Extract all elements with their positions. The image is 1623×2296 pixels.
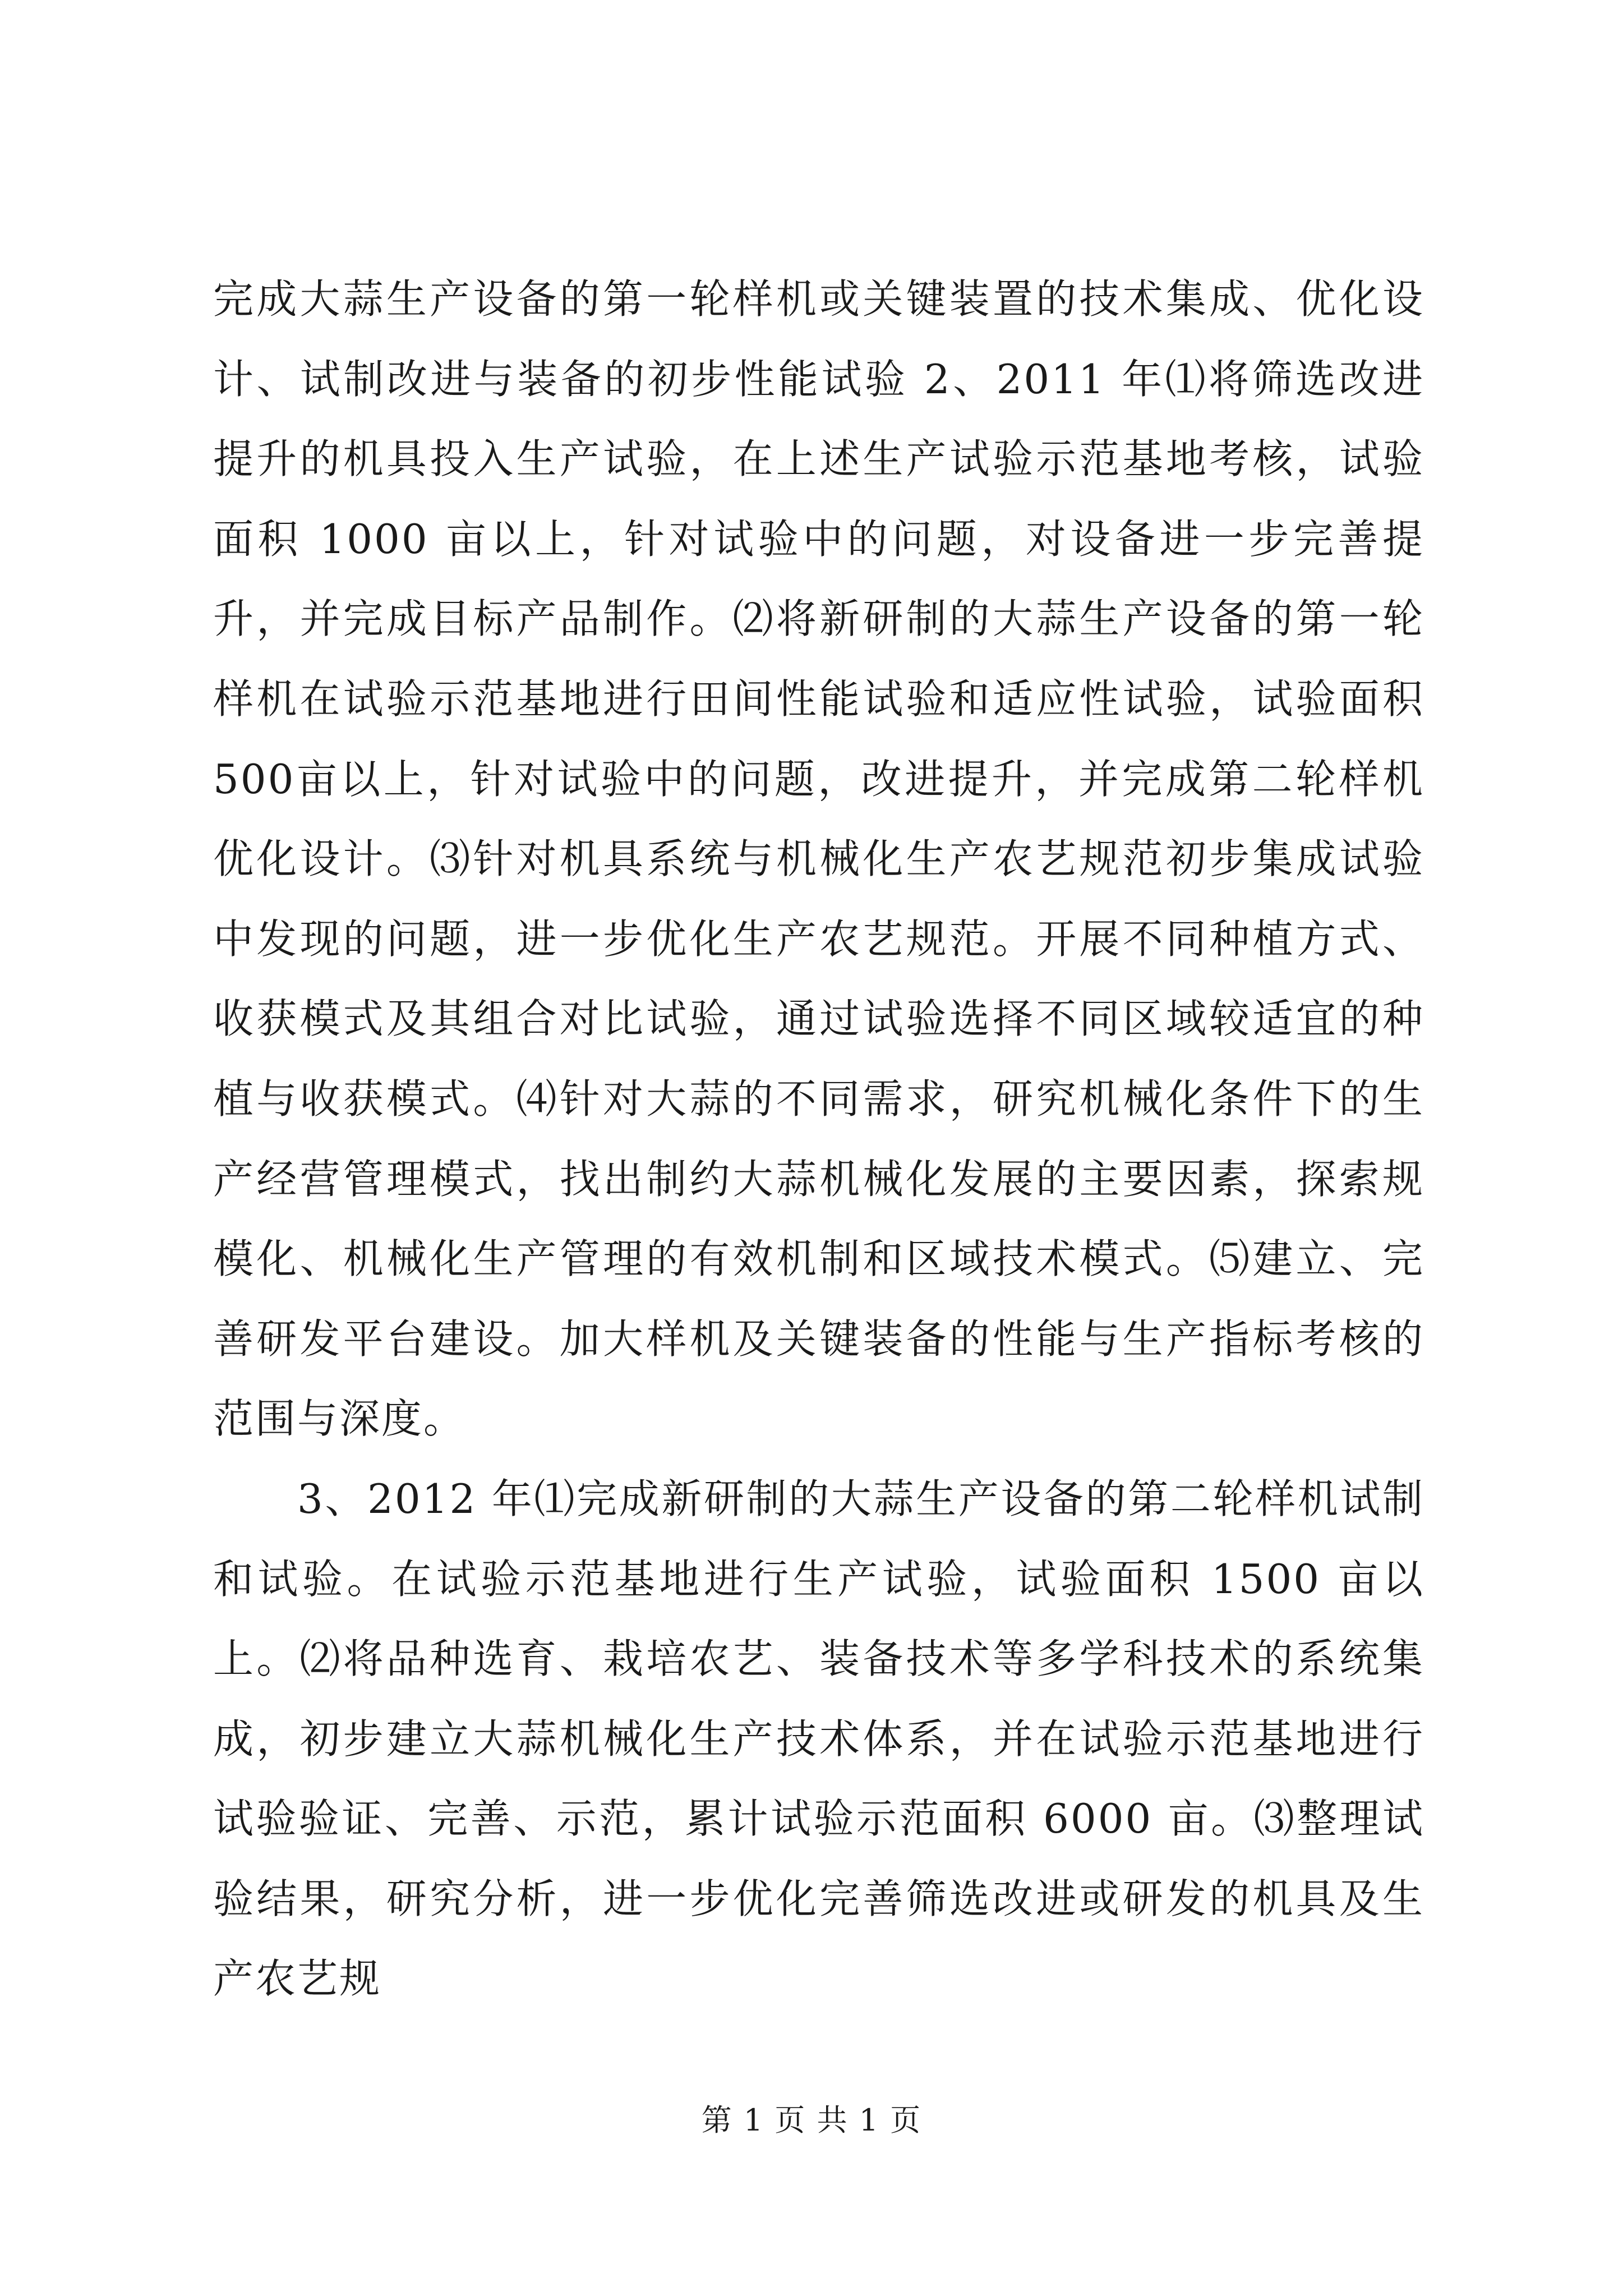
page-footer: 第 1 页 共 1 页 [701,2102,922,2138]
paragraph-1: 完成大蒜生产设备的第一轮样机或关键装置的技术集成、优化设计、试制改进与装备的初步性能试验 2、2011 年⑴将筛选改进提升的机具投入生产试验，在上述生产试验示范基地考核，试验面积 1000 亩以上，针对试验中的问题，对设备进一步完善提升，并完成目标产品制作。⑵将新研制的大蒜生产设备的第一轮样机在试验示范基地进行田间性能试验和适应性试验，试验面积 500亩以上，针对试验中的问题，改进提升，并完成第二轮样机优化设计。⑶针对机具系统与机械化生产农艺规范初步集成试验中发现的问题，进一步优化生产农艺规范。开展不同种植方式、收获模式及其组合对比试验，通过试验选择不同区域较适宜的种植与收获模式。⑷针对大蒜的不同需求，研究机械化条件下的生产经营管理模式，找出制约大蒜机械化发展的主要因素，探索规模化、机械化生产管理的有效机制和区域技术模式。⑸建立、完善研发平台建设。加大样机及关键装备的性能与生产指标考核的范围与深度。 [213,275,1424,1443]
document-body [213,259,1424,2019]
paragraph-2: 3、2012 年⑴完成新研制的大蒜生产设备的第二轮样机试制和试验。在试验示范基地进行生产试验，试验面积 1500 亩以上。⑵将品种选育、栽培农艺、装备技术等多学科技术的系统集成，初步建立大蒜机械化生产技术体系，并在试验示范基地进行试验验证、完善、示范，累计试验示范面积 6000 亩。⑶整理试验结果，研究分析，进一步优化完善筛选改进或研发的机具及生产农艺规 [213,1475,1424,2003]
